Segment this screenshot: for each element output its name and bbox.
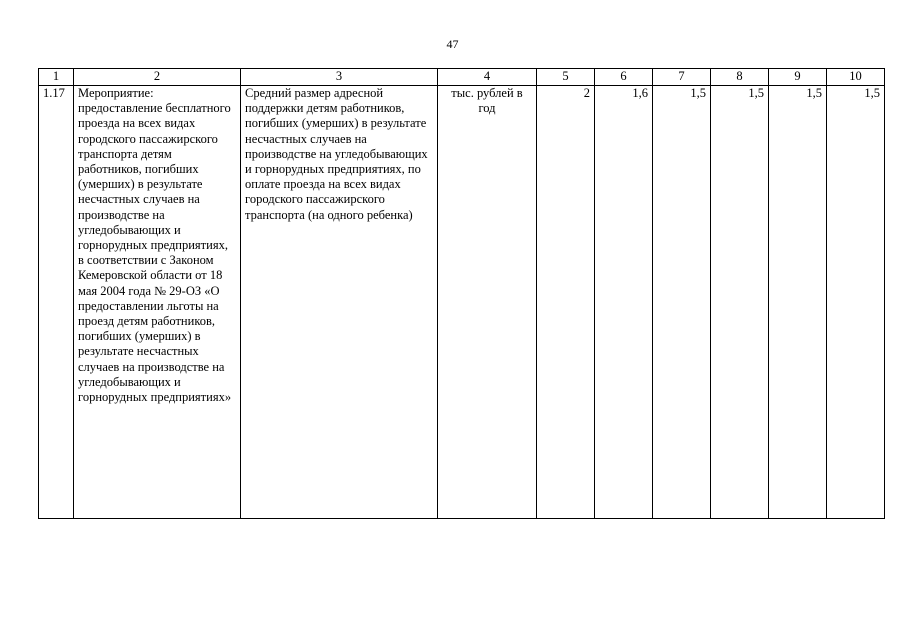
value-cell-9: 1,5 — [769, 86, 827, 519]
header-cell-1: 1 — [39, 69, 74, 86]
indicators-table — [38, 68, 885, 519]
indicator-cell: Средний размер адресной поддержки детям работников, погибших (умерших) в результате несчастных случаев на производстве на угледобывающих и горнорудных предприятиях, по оплате проезда на всех видах городского пассажирского транспорта (на одного ребенка) — [241, 86, 438, 519]
row-number-cell: 1.17 — [39, 86, 74, 519]
value-cell-5: 2 — [537, 86, 595, 519]
header-cell-6: 6 — [595, 69, 653, 86]
value-cell-8: 1,5 — [711, 86, 769, 519]
value-cell-10: 1,5 — [827, 86, 885, 519]
table-row — [39, 86, 885, 519]
header-cell-5: 5 — [537, 69, 595, 86]
header-cell-9: 9 — [769, 69, 827, 86]
header-cell-4: 4 — [438, 69, 537, 86]
header-cell-8: 8 — [711, 69, 769, 86]
activity-cell: Мероприятие: предоставление бесплатного проезда на всех видах городского пассажирского транспорта детям работников, погибших (умерших) в результате несчастных случаев на производстве на угледобывающих и горнорудных предприятиях, в соответствии с Законом Кемеровской области от 18 мая 2004 года № 29-ОЗ «О предоставлении льготы на проезд детям работников, погибших (умерших) в результате несчастных случаев на производстве на угледобывающих и горнорудных предприятиях» — [74, 86, 241, 519]
page-number: 47 — [446, 37, 459, 51]
value-cell-7: 1,5 — [653, 86, 711, 519]
header-cell-7: 7 — [653, 69, 711, 86]
unit-cell: тыс. рублей в год — [438, 86, 537, 519]
header-cell-2: 2 — [74, 69, 241, 86]
header-row — [39, 69, 885, 86]
value-cell-6: 1,6 — [595, 86, 653, 519]
header-cell-3: 3 — [241, 69, 438, 86]
header-cell-10: 10 — [827, 69, 885, 86]
